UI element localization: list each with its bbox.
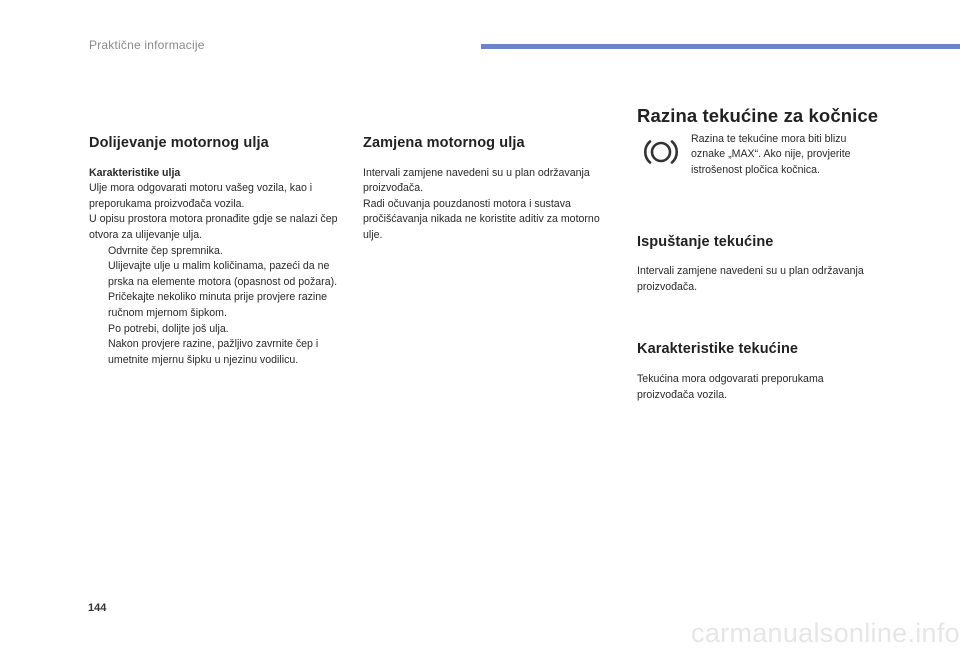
paragraph-drain-intervals: Intervali zamjene navedeni su u plan održavanja proizvođača. bbox=[637, 265, 864, 293]
paragraph-filler-cap: U opisu prostora motora pronađite gdje se nalazi čep otvora za ulijevanje ulja. bbox=[89, 213, 338, 241]
heading-fluid-drain: Ispuštanje tekućine bbox=[637, 233, 774, 250]
paragraph-oil-specs: Ulje mora odgovarati motoru vašeg vozila, kao i preporukama proizvođača vozila. bbox=[89, 182, 313, 210]
heading-oil-topup: Dolijevanje motornog ulja bbox=[89, 135, 269, 151]
heading-fluid-specs: Karakteristike tekućine bbox=[637, 341, 799, 358]
list-item bbox=[89, 337, 351, 368]
step-text: Odvrnite čep spremnika. bbox=[108, 244, 223, 257]
list-item bbox=[89, 244, 351, 260]
column-oil-change bbox=[363, 136, 613, 244]
brake-warning-icon bbox=[642, 138, 680, 166]
list-item bbox=[89, 259, 351, 290]
section-title: Praktične informacije bbox=[89, 38, 205, 52]
brake-fluid-level-text: Razina te tekućine mora biti blizu oznake „MAX“. Ako nije, provjerite istrošenost pločica kočnica. bbox=[691, 132, 851, 176]
paragraph-intervals: Intervali zamjene navedeni su u plan održavanja proizvođača. bbox=[363, 166, 590, 195]
column-brake-fluid bbox=[637, 105, 882, 403]
heading-brake-fluid: Razina tekućine za kočnice bbox=[637, 105, 879, 126]
column-oil-topup bbox=[89, 136, 351, 368]
list-item bbox=[89, 290, 351, 321]
subheading-oil-specs: Karakteristike ulja bbox=[89, 166, 181, 179]
list-item bbox=[89, 322, 351, 338]
header-accent-bar bbox=[481, 44, 960, 49]
heading-oil-change: Zamjena motornog ulja bbox=[363, 135, 525, 151]
paragraph-additive-warning: Radi očuvanja pouzdanosti motora i sustava pročišćavanja nikada ne koristite aditiv za motorno ulje. bbox=[363, 197, 600, 241]
step-text: Po potrebi, dolijte još ulja. bbox=[108, 322, 229, 335]
page-number: 144 bbox=[88, 602, 107, 614]
watermark: carmanualsonline.info bbox=[691, 618, 960, 648]
step-text: Pričekajte nekoliko minuta prije provjere razine ručnom mjernom šipkom. bbox=[108, 291, 328, 319]
paragraph-fluid-specs: Tekućina mora odgovarati preporukama proizvođača vozila. bbox=[637, 372, 824, 401]
step-text: Ulijevajte ulje u malim količinama, pazeći da ne prska na elemente motora (opasnost od požara). bbox=[108, 260, 338, 288]
brake-fluid-level-block bbox=[637, 132, 882, 202]
step-text: Nakon provjere razine, pažljivo zavrnite čep i umetnite mjernu šipku u njezinu vodilicu. bbox=[108, 338, 319, 366]
